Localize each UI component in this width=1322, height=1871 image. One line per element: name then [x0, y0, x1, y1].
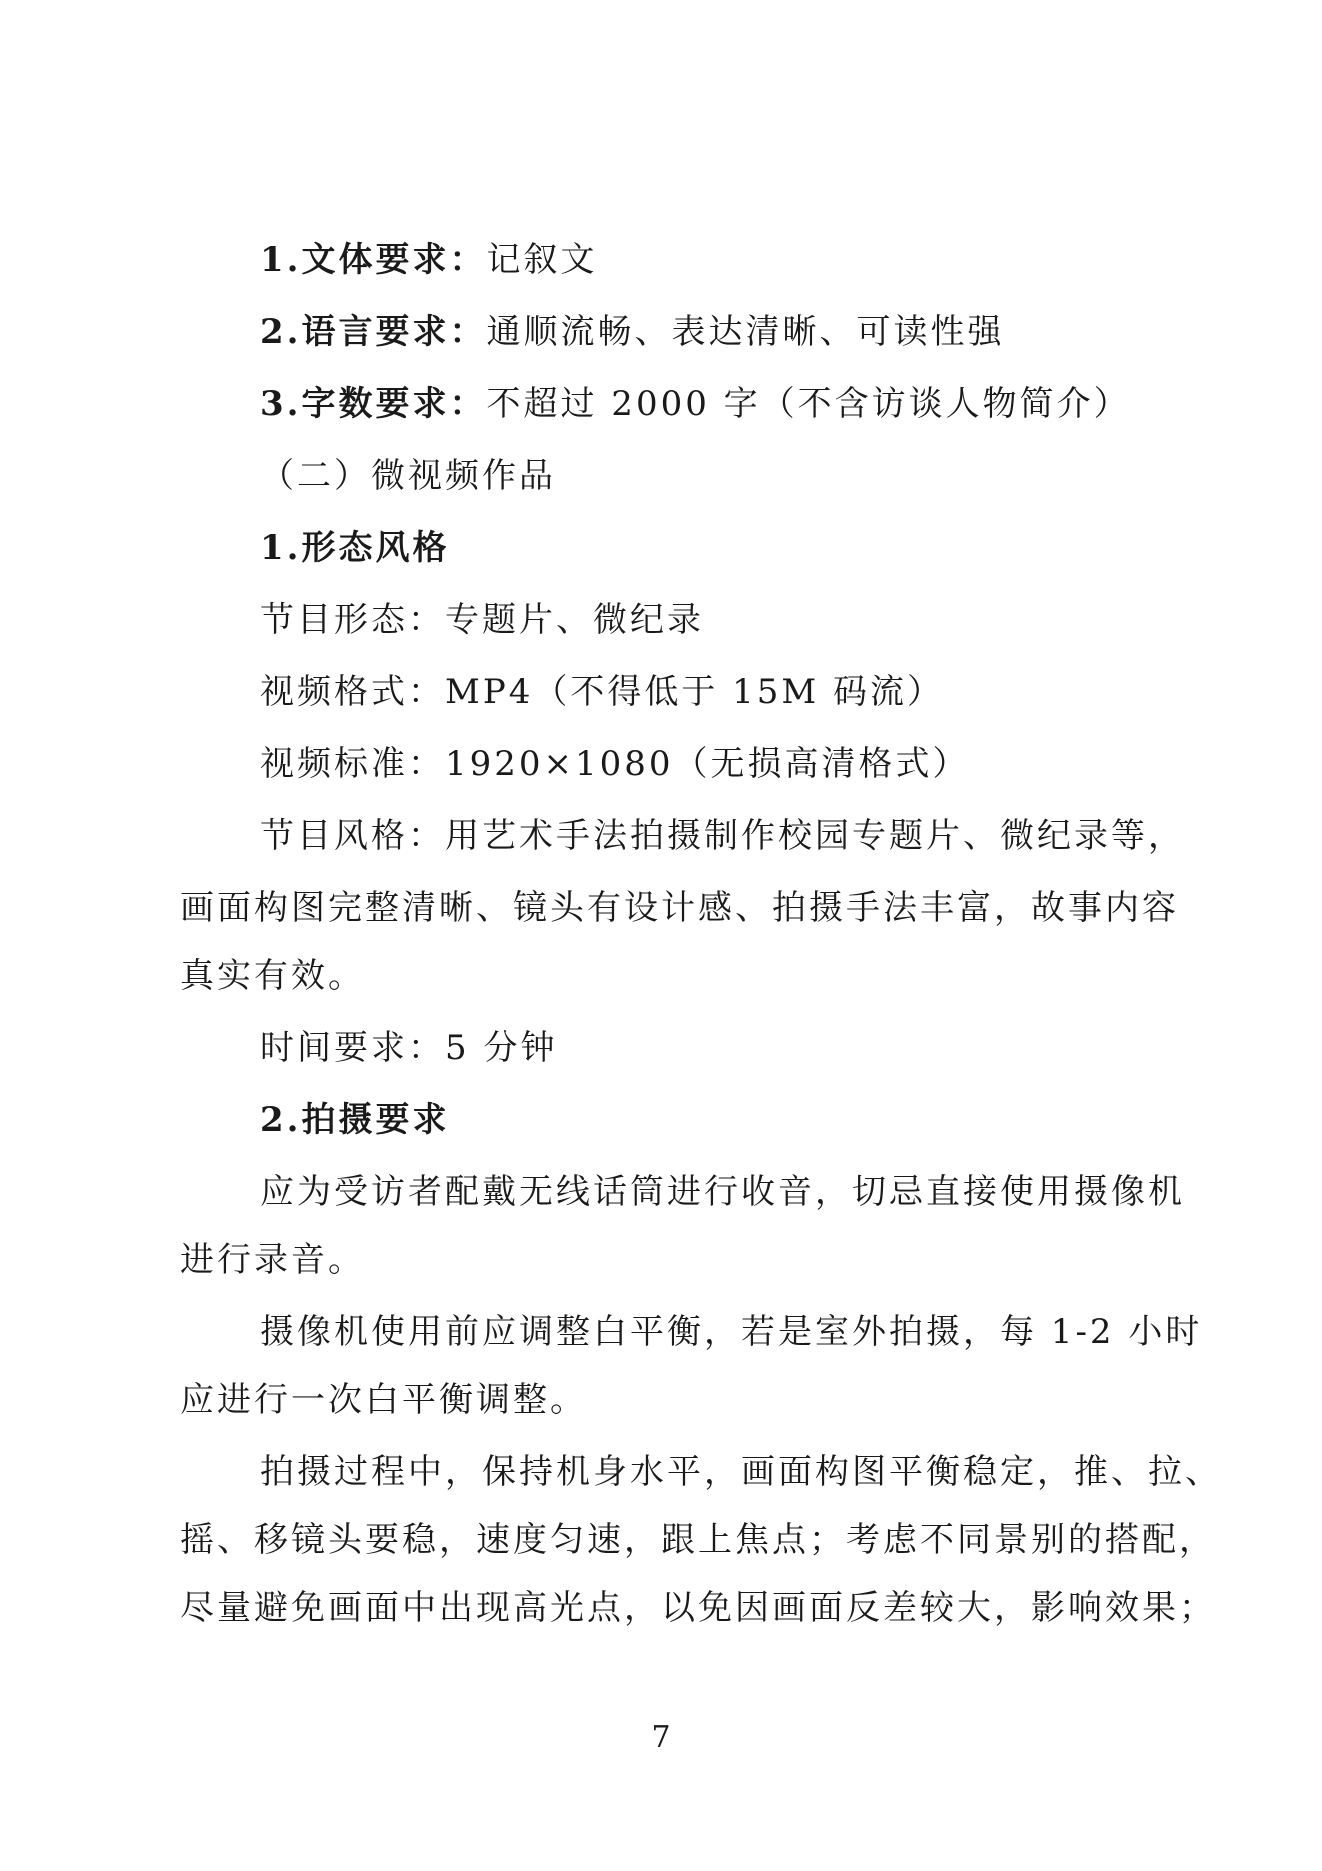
paragraph-line: 真实有效。 — [180, 956, 365, 996]
paragraph-line: 进行录音。 — [180, 1240, 365, 1280]
line-label: 3.字数要求： — [260, 384, 487, 424]
language-requirement-line — [260, 312, 1005, 352]
wordcount-requirement-line — [260, 384, 1131, 424]
paragraph-line: 应进行一次白平衡调整。 — [180, 1380, 587, 1420]
text-requirement-line — [260, 240, 598, 280]
paragraph-line: 视频格式：MP4（不得低于 15M 码流） — [260, 672, 945, 712]
page-number: 7 — [651, 1720, 671, 1755]
paragraph-line: 视频标准：1920×1080（无损高清格式） — [260, 744, 970, 784]
line-text: 通顺流畅、表达清晰、可读性强 — [486, 312, 1005, 352]
subsection-heading: 1.形态风格 — [260, 528, 450, 568]
line-label: 1.文体要求： — [260, 240, 487, 280]
paragraph-line: 节目形态：专题片、微纪录 — [260, 600, 704, 640]
paragraph-line: 节目风格：用艺术手法拍摄制作校园专题片、微纪录等， — [260, 816, 1185, 856]
paragraph-line: 时间要求：5 分钟 — [260, 1028, 558, 1068]
paragraph-line: 摇、移镜头要稳，速度匀速，跟上焦点；考虑不同景别的搭配， — [180, 1520, 1216, 1560]
paragraph-line: 画面构图完整清晰、镜头有设计感、拍摄手法丰富，故事内容 — [180, 888, 1179, 928]
paragraph-line: 摄像机使用前应调整白平衡，若是室外拍摄，每 1-2 小时 — [260, 1312, 1203, 1352]
section-heading: （二）微视频作品 — [260, 456, 556, 496]
subsection-heading: 2.拍摄要求 — [260, 1100, 450, 1140]
line-label: 2.语言要求： — [260, 312, 487, 352]
line-text: 不超过 2000 字（不含访谈人物简介） — [486, 384, 1131, 424]
paragraph-line: 尽量避免画面中出现高光点，以免因画面反差较大，影响效果； — [180, 1588, 1216, 1628]
line-text: 记叙文 — [486, 240, 598, 280]
paragraph-line: 拍摄过程中，保持机身水平，画面构图平衡稳定，推、拉、 — [260, 1452, 1222, 1492]
paragraph-line: 应为受访者配戴无线话筒进行收音，切忌直接使用摄像机 — [260, 1172, 1185, 1212]
